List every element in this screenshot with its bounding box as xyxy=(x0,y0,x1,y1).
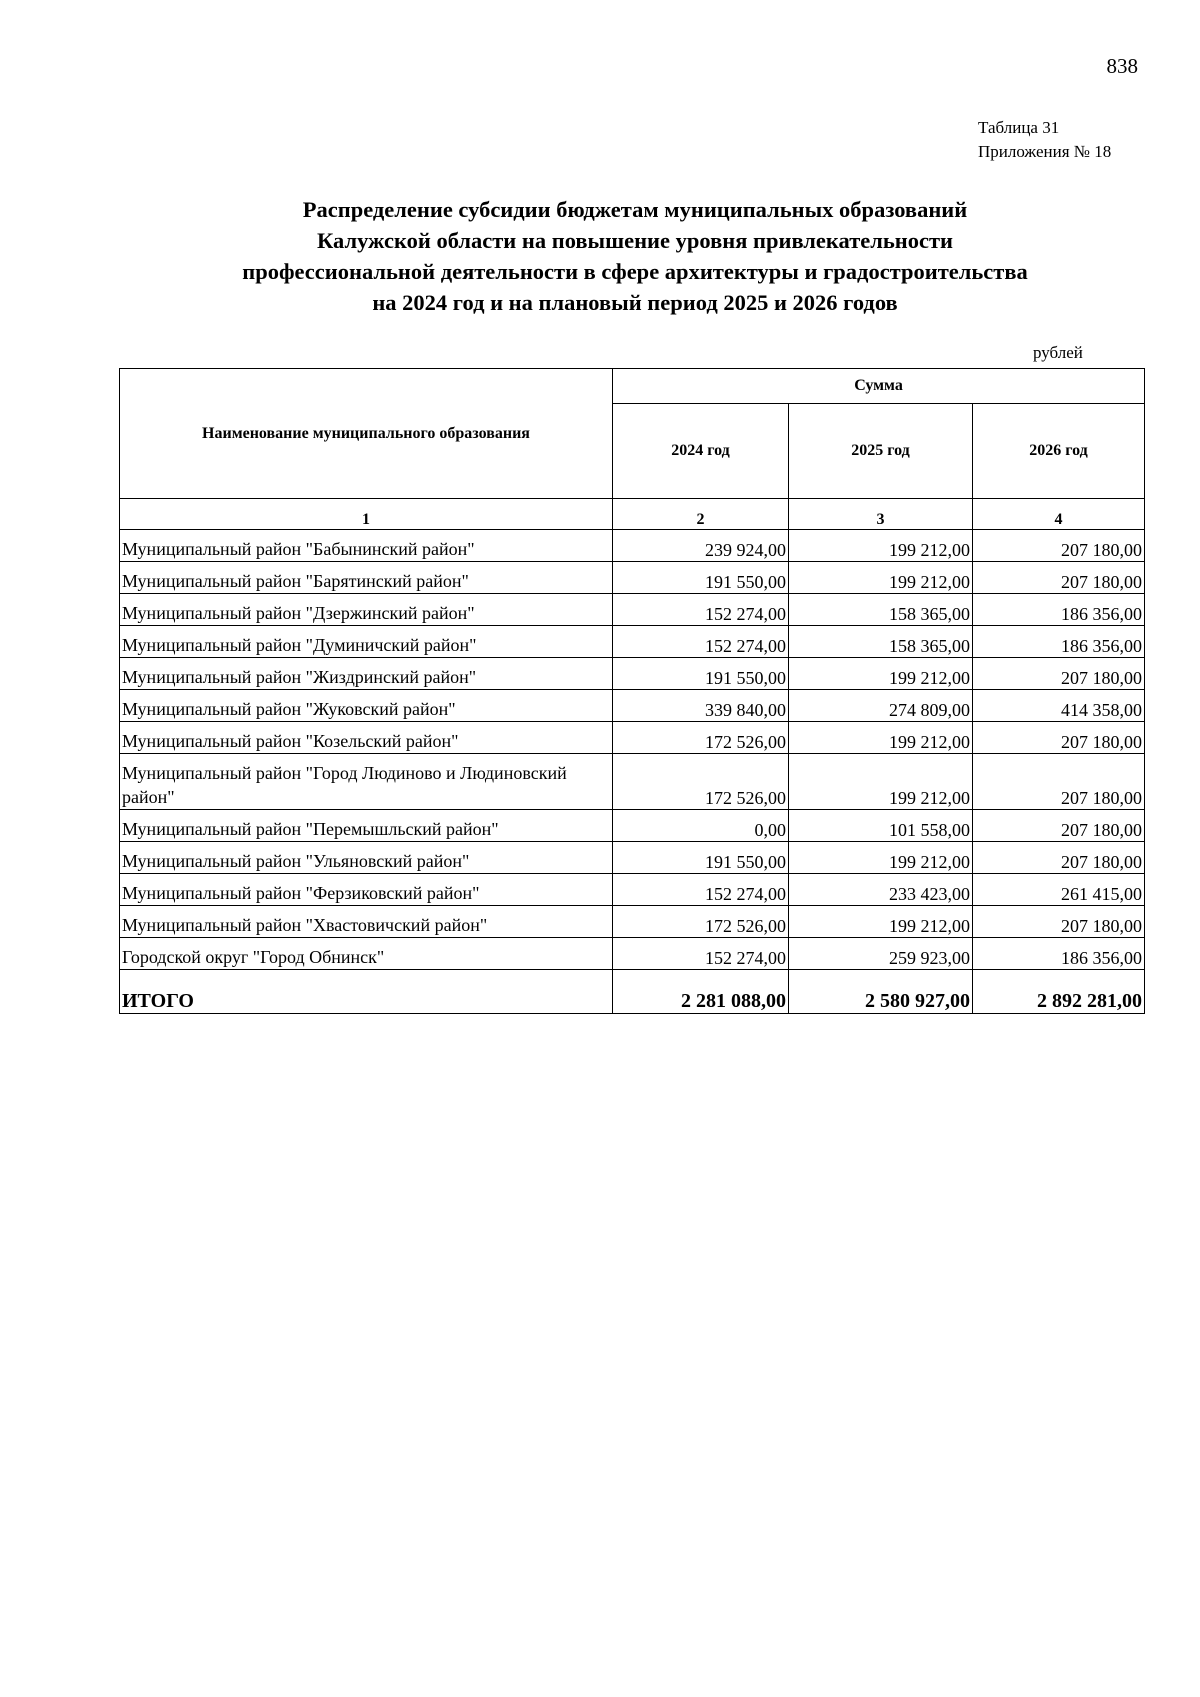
row-name: Муниципальный район "Перемышльский район" xyxy=(120,810,613,842)
row-name: Муниципальный район "Бабынинский район" xyxy=(120,530,613,562)
row-value-2024: 152 274,00 xyxy=(613,594,789,626)
row-value-2026: 207 180,00 xyxy=(973,530,1145,562)
header-2024: 2024 год xyxy=(613,404,789,499)
row-name: Муниципальный район "Барятинский район" xyxy=(120,562,613,594)
table-label xyxy=(978,116,1111,164)
row-value-2024: 152 274,00 xyxy=(613,626,789,658)
row-value-2025: 199 212,00 xyxy=(789,562,973,594)
row-name: Муниципальный район "Жиздринский район" xyxy=(120,658,613,690)
row-value-2026: 207 180,00 xyxy=(973,754,1145,810)
row-value-2026: 261 415,00 xyxy=(973,874,1145,906)
row-value-2026: 207 180,00 xyxy=(973,562,1145,594)
total-label: ИТОГО xyxy=(120,970,613,1014)
row-value-2026: 186 356,00 xyxy=(973,594,1145,626)
row-value-2025: 158 365,00 xyxy=(789,626,973,658)
column-numbers-row xyxy=(120,499,1145,530)
header-sum: Сумма xyxy=(613,369,1145,404)
title-line3: профессиональной деятельности в сфере архитектуры и градостроительства xyxy=(242,259,1028,284)
row-value-2024: 172 526,00 xyxy=(613,906,789,938)
total-2026: 2 892 281,00 xyxy=(973,970,1145,1014)
table-row xyxy=(120,906,1145,938)
header-name: Наименование муниципального образования xyxy=(120,369,613,499)
document-title xyxy=(160,194,1110,318)
column-number-2: 2 xyxy=(613,499,789,530)
row-value-2025: 259 923,00 xyxy=(789,938,973,970)
row-value-2025: 274 809,00 xyxy=(789,690,973,722)
table-row xyxy=(120,626,1145,658)
table-row xyxy=(120,530,1145,562)
row-value-2025: 199 212,00 xyxy=(789,530,973,562)
row-name: Муниципальный район "Город Людиново и Людиновский район" xyxy=(120,754,613,810)
row-value-2024: 239 924,00 xyxy=(613,530,789,562)
row-value-2025: 199 212,00 xyxy=(789,658,973,690)
row-name: Муниципальный район "Ульяновский район" xyxy=(120,842,613,874)
row-name: Муниципальный район "Ферзиковский район" xyxy=(120,874,613,906)
table-row xyxy=(120,562,1145,594)
table-row xyxy=(120,938,1145,970)
table-row xyxy=(120,842,1145,874)
title-line1: Распределение субсидии бюджетам муниципальных образований xyxy=(302,197,968,222)
row-name: Городской округ "Город Обнинск" xyxy=(120,938,613,970)
row-value-2026: 186 356,00 xyxy=(973,626,1145,658)
header-2026: 2026 год xyxy=(973,404,1145,499)
row-name: Муниципальный район "Думиничский район" xyxy=(120,626,613,658)
row-name: Муниципальный район "Хвастовичский район" xyxy=(120,906,613,938)
subsidy-table xyxy=(119,368,1145,1014)
row-name: Муниципальный район "Козельский район" xyxy=(120,722,613,754)
column-number-3: 3 xyxy=(789,499,973,530)
row-value-2025: 233 423,00 xyxy=(789,874,973,906)
row-value-2026: 186 356,00 xyxy=(973,938,1145,970)
table-row xyxy=(120,594,1145,626)
row-value-2026: 207 180,00 xyxy=(973,722,1145,754)
total-2025: 2 580 927,00 xyxy=(789,970,973,1014)
row-value-2026: 207 180,00 xyxy=(973,906,1145,938)
table-row xyxy=(120,690,1145,722)
table-row xyxy=(120,754,1145,810)
row-value-2024: 152 274,00 xyxy=(613,938,789,970)
row-value-2024: 152 274,00 xyxy=(613,874,789,906)
row-value-2025: 199 212,00 xyxy=(789,722,973,754)
table-row xyxy=(120,722,1145,754)
row-value-2024: 339 840,00 xyxy=(613,690,789,722)
header-2025: 2025 год xyxy=(789,404,973,499)
row-value-2025: 199 212,00 xyxy=(789,842,973,874)
row-value-2024: 191 550,00 xyxy=(613,658,789,690)
row-value-2025: 158 365,00 xyxy=(789,594,973,626)
header-row xyxy=(120,369,1145,404)
table-label-line1: Таблица 31 xyxy=(978,118,1060,137)
column-number-1: 1 xyxy=(120,499,613,530)
row-value-2024: 172 526,00 xyxy=(613,722,789,754)
row-value-2026: 207 180,00 xyxy=(973,658,1145,690)
row-value-2024: 191 550,00 xyxy=(613,842,789,874)
row-value-2025: 199 212,00 xyxy=(789,906,973,938)
title-line2: Калужской области на повышение уровня привлекательности xyxy=(317,228,953,253)
row-value-2024: 191 550,00 xyxy=(613,562,789,594)
row-value-2026: 207 180,00 xyxy=(973,810,1145,842)
row-name: Муниципальный район "Жуковский район" xyxy=(120,690,613,722)
column-number-4: 4 xyxy=(973,499,1145,530)
row-value-2024: 172 526,00 xyxy=(613,754,789,810)
title-line4: на 2024 год и на плановый период 2025 и 2026 годов xyxy=(372,290,898,315)
row-value-2025: 199 212,00 xyxy=(789,754,973,810)
row-value-2024: 0,00 xyxy=(613,810,789,842)
table-label-line2: Приложения № 18 xyxy=(978,142,1112,161)
row-name: Муниципальный район "Дзержинский район" xyxy=(120,594,613,626)
row-value-2025: 101 558,00 xyxy=(789,810,973,842)
table-row xyxy=(120,658,1145,690)
units-label: рублей xyxy=(1033,343,1083,362)
page-number: 838 xyxy=(1106,54,1138,78)
row-value-2026: 207 180,00 xyxy=(973,842,1145,874)
table-row xyxy=(120,810,1145,842)
total-row xyxy=(120,970,1145,1014)
total-2024: 2 281 088,00 xyxy=(613,970,789,1014)
table-row xyxy=(120,874,1145,906)
row-value-2026: 414 358,00 xyxy=(973,690,1145,722)
